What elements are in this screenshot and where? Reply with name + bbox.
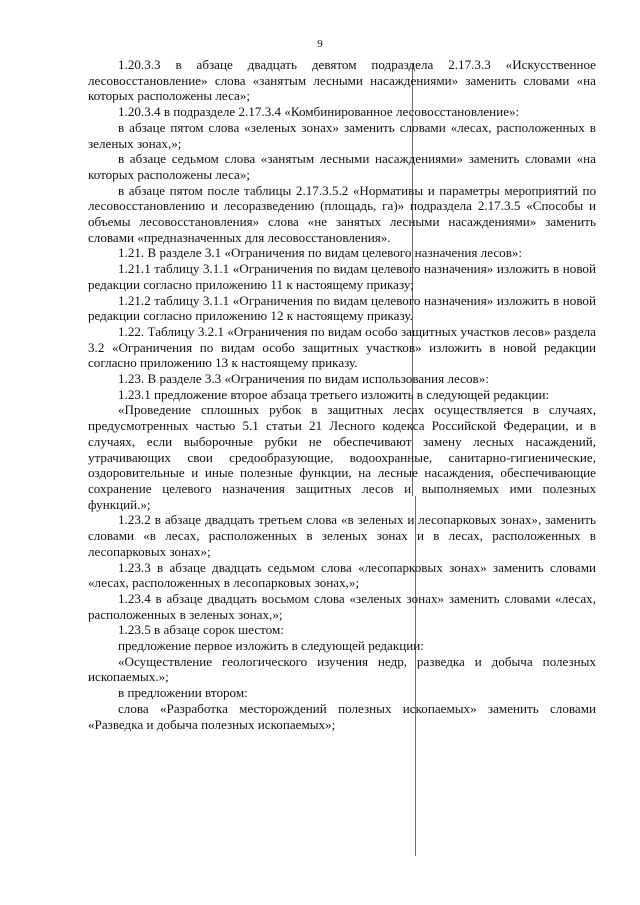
paragraph-1-21-2: 1.21.2 таблицу 3.1.1 «Ограничения по видам целевого назначения» изложить в новой редакции согласно приложению 12 к настоящему приказу. xyxy=(88,292,596,324)
paragraph-1-21: 1.21. В разделе 3.1 «Ограничения по видам целевого назначения лесов»: xyxy=(118,245,523,261)
page-number: 9 xyxy=(317,38,323,50)
paragraph-first-sentence: предложение первое изложить в следующей редакции: xyxy=(118,638,424,654)
paragraph-after-table: в абзаце пятом после таблицы 2.17.3.5.2 «Нормативы и параметры мероприятий по лесовосстановлению и лесоразведению (площадь, га)» подраздела 2.17.3.5 «Способы и объемы лесовосстановления» слова «не занятых лесными насаждениями» заменить словами «предназначенных для лесовосстановления». xyxy=(88,182,596,245)
paragraph-1-22: 1.22. Таблицу 3.2.1 «Ограничения по видам особо защитных участков лесов» раздела 3.2 «Ограничения по видам особо защитных участков» изложить в новой редакции согласно приложению 13 к настоящему приказу. xyxy=(88,323,596,371)
document-body xyxy=(88,57,596,732)
paragraph-second-sentence: в предложении втором: xyxy=(118,685,248,701)
paragraph-1-23-4: 1.23.4 в абзаце двадцать восьмом слова «зеленых зонах» заменить словами «лесах, расположенных в зеленых зонах,»; xyxy=(88,590,596,622)
paragraph-1-23-3: 1.23.3 в абзаце двадцать седьмом слова «лесопарковых зонах» заменить словами «лесах, расположенных в лесопарковых зонах,»; xyxy=(88,559,596,591)
quoted-clear-cutting-text: «Проведение сплошных рубок в защитных лесах осуществляется в случаях, предусмотренных частью 5.1 статьи 21 Лесного кодекса Российской Федерации, и в случаях, если выборочные рубки не обеспечивают замену лесных насаждений, утрачивающих свои средообразующие, водоохранные, санитарно-гигиенические, оздоровительные и иные полезные функции, на лесные насаждения, обеспечивающие сохранение целевого назначения защитных лесов и выполняемых ими полезных функций.»; xyxy=(88,402,596,512)
paragraph-1-23-1: 1.23.1 предложение второе абзаца третьего изложить в следующей редакции: xyxy=(118,386,550,402)
paragraph-mining-replace: слова «Разработка месторождений полезных ископаемых» заменить словами «Разведка и добыча полезных ископаемых»; xyxy=(88,700,596,732)
paragraph-1-23-5: 1.23.5 в абзаце сорок шестом: xyxy=(118,622,284,638)
paragraph-1-21-1: 1.21.1 таблицу 3.1.1 «Ограничения по видам целевого назначения» изложить в новой редакции согласно приложению 11 к настоящему приказу; xyxy=(88,261,596,292)
paragraph-1-23-2: 1.23.2 в абзаце двадцать третьем слова «в зеленых и лесопарковых зонах», заменить словами «в лесах, расположенных в зеленых зонах и в лесах, расположенных в лесопарковых зонах»; xyxy=(88,512,596,559)
quoted-geological-study: «Осуществление геологического изучения недр, разведка и добыча полезных ископаемых.»; xyxy=(88,653,596,685)
paragraph-fifth-green-zones: в абзаце пятом слова «зеленых зонах» заменить словами «лесах, расположенных в зеленых зонах,»; xyxy=(88,119,596,151)
paragraph-seventh: в абзаце седьмом слова «занятым лесными насаждениями» заменить словами «на которых расположены леса»; xyxy=(88,151,596,182)
paragraph-1-20-3-3: 1.20.3.3 в абзаце двадцать девятом подраздела 2.17.3.3 «Искусственное лесовосстановление» слова «занятым лесными насаждениями» заменить словами «на которых расположены леса»; xyxy=(88,57,596,104)
paragraph-1-23: 1.23. В разделе 3.3 «Ограничения по видам использования лесов»: xyxy=(118,371,489,387)
paragraph-1-20-3-4: 1.20.3.4 в подразделе 2.17.3.4 «Комбинированное лесовосстановление»: xyxy=(118,104,520,120)
